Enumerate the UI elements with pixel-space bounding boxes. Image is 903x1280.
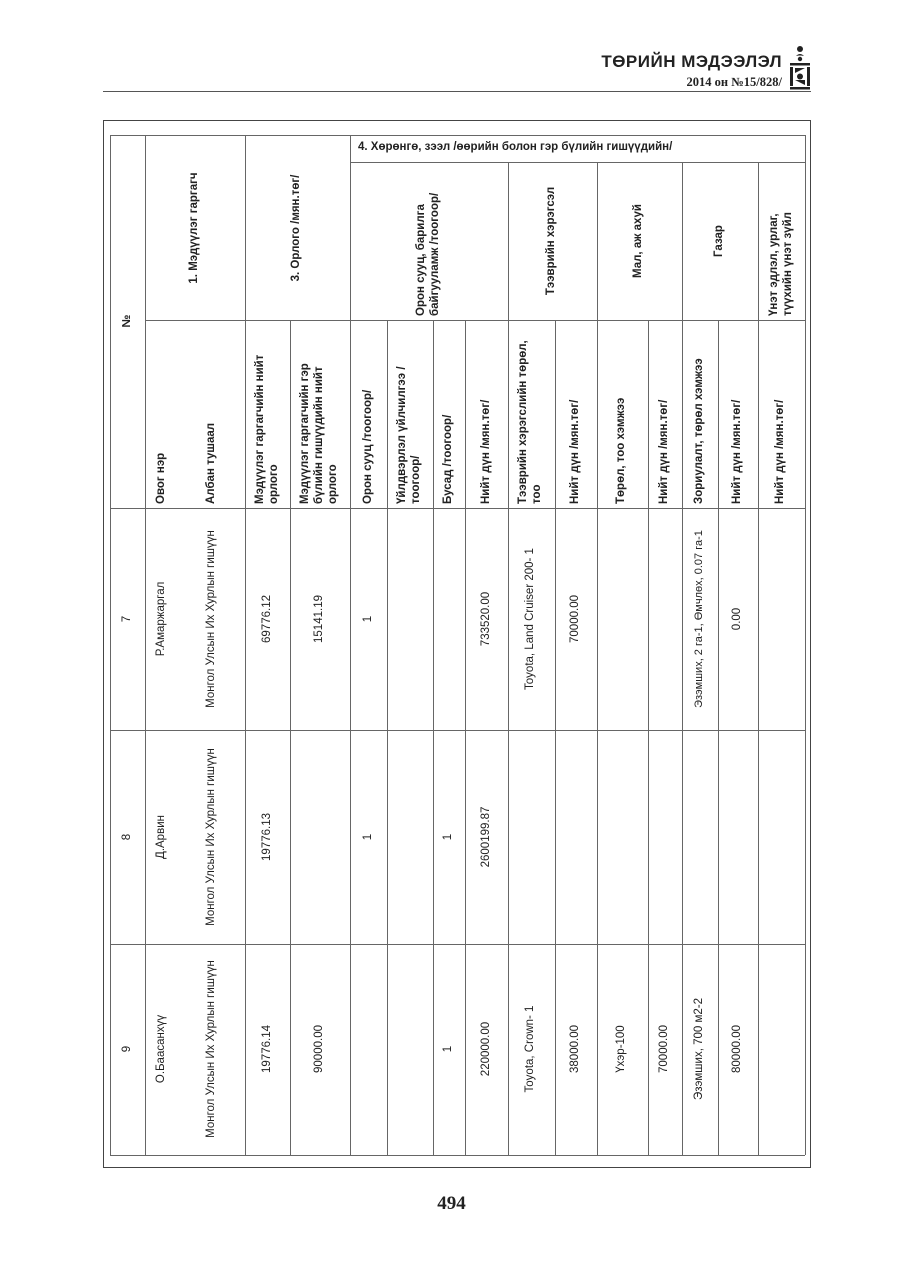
record-land-total: 0.00: [731, 607, 744, 631]
header-rule: [103, 91, 811, 92]
record-income-family: [292, 730, 348, 944]
record-veh-type: Toyota, Crown- 1: [524, 1005, 537, 1093]
record-apartment: [352, 944, 386, 1155]
record-income-family: 90000.00: [313, 1025, 326, 1073]
land-group-header: Газар: [713, 225, 726, 257]
record-val-total: [759, 508, 803, 730]
col-divider: [290, 320, 291, 1155]
record-land-type: [683, 730, 717, 944]
soyombo-emblem-icon: [788, 44, 812, 90]
field-ls-total-label: Нийт дүн /мян.төг/: [658, 399, 671, 504]
record-val-total: [759, 730, 803, 944]
record-ls-type: [598, 730, 646, 944]
record-income-family: 15141.19: [313, 595, 326, 643]
record-other: 1: [442, 833, 455, 841]
record-land-type: Эзэмших, 700 м2-2: [693, 998, 706, 1101]
record-service-bldg: [388, 944, 432, 1155]
field-apartment-label: Орон сууц /тоогоор/: [362, 389, 375, 504]
header-divider: [145, 320, 805, 321]
table-border-top: [110, 135, 805, 136]
publication-title: ТӨРИЙН МЭДЭЭЛЭЛ: [601, 52, 782, 71]
col-divider: [245, 135, 246, 1155]
record-ls-total: [649, 730, 681, 944]
record-no: 8: [121, 833, 134, 841]
record-ls-total: [649, 508, 681, 730]
sec4-header: 4. Хөрөнгө, зээл /өөрийн болон гэр бүлийн гишүүдийн/: [358, 141, 673, 153]
field-ls-type-label: Төрөл, тоо хэмжээ: [615, 397, 628, 504]
record-veh-total: 70000.00: [569, 595, 582, 643]
record-apartment: 1: [362, 833, 375, 841]
field-veh-total-label: Нийт дүн /мян.төг/: [569, 399, 582, 504]
record-income-declarant: 19776.13: [261, 813, 274, 861]
issue-number: 2014 он №15/828/: [686, 75, 782, 89]
field-land-type-label: Зориулалт, төрөл хэмжээ: [693, 358, 706, 504]
record-other: [434, 508, 464, 730]
field-name-label: Овог нэр: [155, 452, 168, 504]
page-number: 494: [437, 1193, 466, 1214]
field-position-label: Албан тушаал: [205, 422, 218, 504]
field-land-total-label: Нийт дүн /мян.төг/: [731, 399, 744, 504]
field-service-bldg-label: Үйлдвэрлэл үйлчилгээ /тоогоор/: [396, 366, 422, 504]
record-income-declarant: 69776.12: [261, 595, 274, 643]
record-val-total: [759, 944, 803, 1155]
record-land-total: [719, 730, 757, 944]
livestock-group-header: Мал, аж ахуй: [632, 204, 645, 278]
record-re-total: 2600199.87: [480, 806, 493, 868]
record-apartment: 1: [362, 615, 375, 623]
vehicle-group-header: Тээврийн хэрэгсэл: [545, 186, 558, 296]
col-divider: [465, 320, 466, 1155]
record-position: Монгол Улсын Их Хурлын гишүүн: [205, 530, 218, 708]
record-no: 7: [121, 615, 134, 623]
record-veh-type: Toyota, Land Cruiser 200- 1: [524, 548, 537, 690]
col-divider: [350, 135, 351, 1155]
record-position: Монгол Улсын Их Хурлын гишүүн: [205, 960, 218, 1138]
record-other: 1: [442, 1045, 455, 1053]
record-ls-total: 70000.00: [658, 1025, 671, 1073]
no-header: №: [121, 314, 134, 328]
table-border-bottom: [110, 1155, 805, 1156]
record-veh-total: [556, 730, 596, 944]
record-re-total: 733520.00: [480, 591, 493, 647]
record-veh-total: 38000.00: [569, 1025, 582, 1073]
field-veh-type-label: Тээврийн хэрэгслийн төрөл, тоо: [517, 340, 543, 504]
record-name: О.Баасанхүү: [155, 1014, 168, 1084]
record-ls-type: Үхэр-100: [615, 1025, 628, 1073]
record-name: Д.Арвин: [155, 815, 168, 859]
field-val-total-label: Нийт дүн /мян.төг/: [774, 399, 787, 504]
sec1-header: 1. Мэдүүлэг гаргагч: [188, 172, 201, 284]
field-re-total-label: Нийт дүн /мян.төг/: [480, 399, 493, 504]
realestate-group-header: Орон сууц, барилга байгууламж /тоогоор/: [415, 192, 441, 316]
record-no: 9: [121, 1045, 134, 1053]
record-position: Монгол Улсын Их Хурлын гишүүн: [205, 748, 218, 926]
table-border-right: [805, 135, 806, 1155]
valuables-group-header: Үнэт эдлэл, урлаг, түүхийн үнэт зүйл: [768, 212, 794, 316]
record-land-total: 80000.00: [731, 1025, 744, 1073]
table-border-left: [110, 135, 111, 1155]
record-service-bldg: [388, 730, 432, 944]
field-other-label: Бусад /тоогоор/: [442, 414, 455, 504]
field-income-declarant-label: Мэдүүлэг гаргагчийн нийт орлого: [254, 354, 280, 504]
record-land-type: Эзэмших, 2 га-1, Өмчлөх, 0.07 га-1: [693, 530, 706, 708]
field-income-family-label: Мэдүүлэг гаргагчийн гэр бүлийн гишүүдийн нийт орлого: [299, 363, 339, 504]
section4-divider: [350, 162, 805, 163]
record-ls-type: [598, 508, 646, 730]
record-service-bldg: [388, 508, 432, 730]
record-re-total: 220000.00: [480, 1021, 493, 1077]
sec3-header: 3. Орлого /мян.төг/: [290, 174, 303, 282]
record-income-declarant: 19776.14: [261, 1025, 274, 1073]
record-name: Р.Амаржаргал: [155, 581, 168, 657]
record-veh-type: [509, 730, 553, 944]
